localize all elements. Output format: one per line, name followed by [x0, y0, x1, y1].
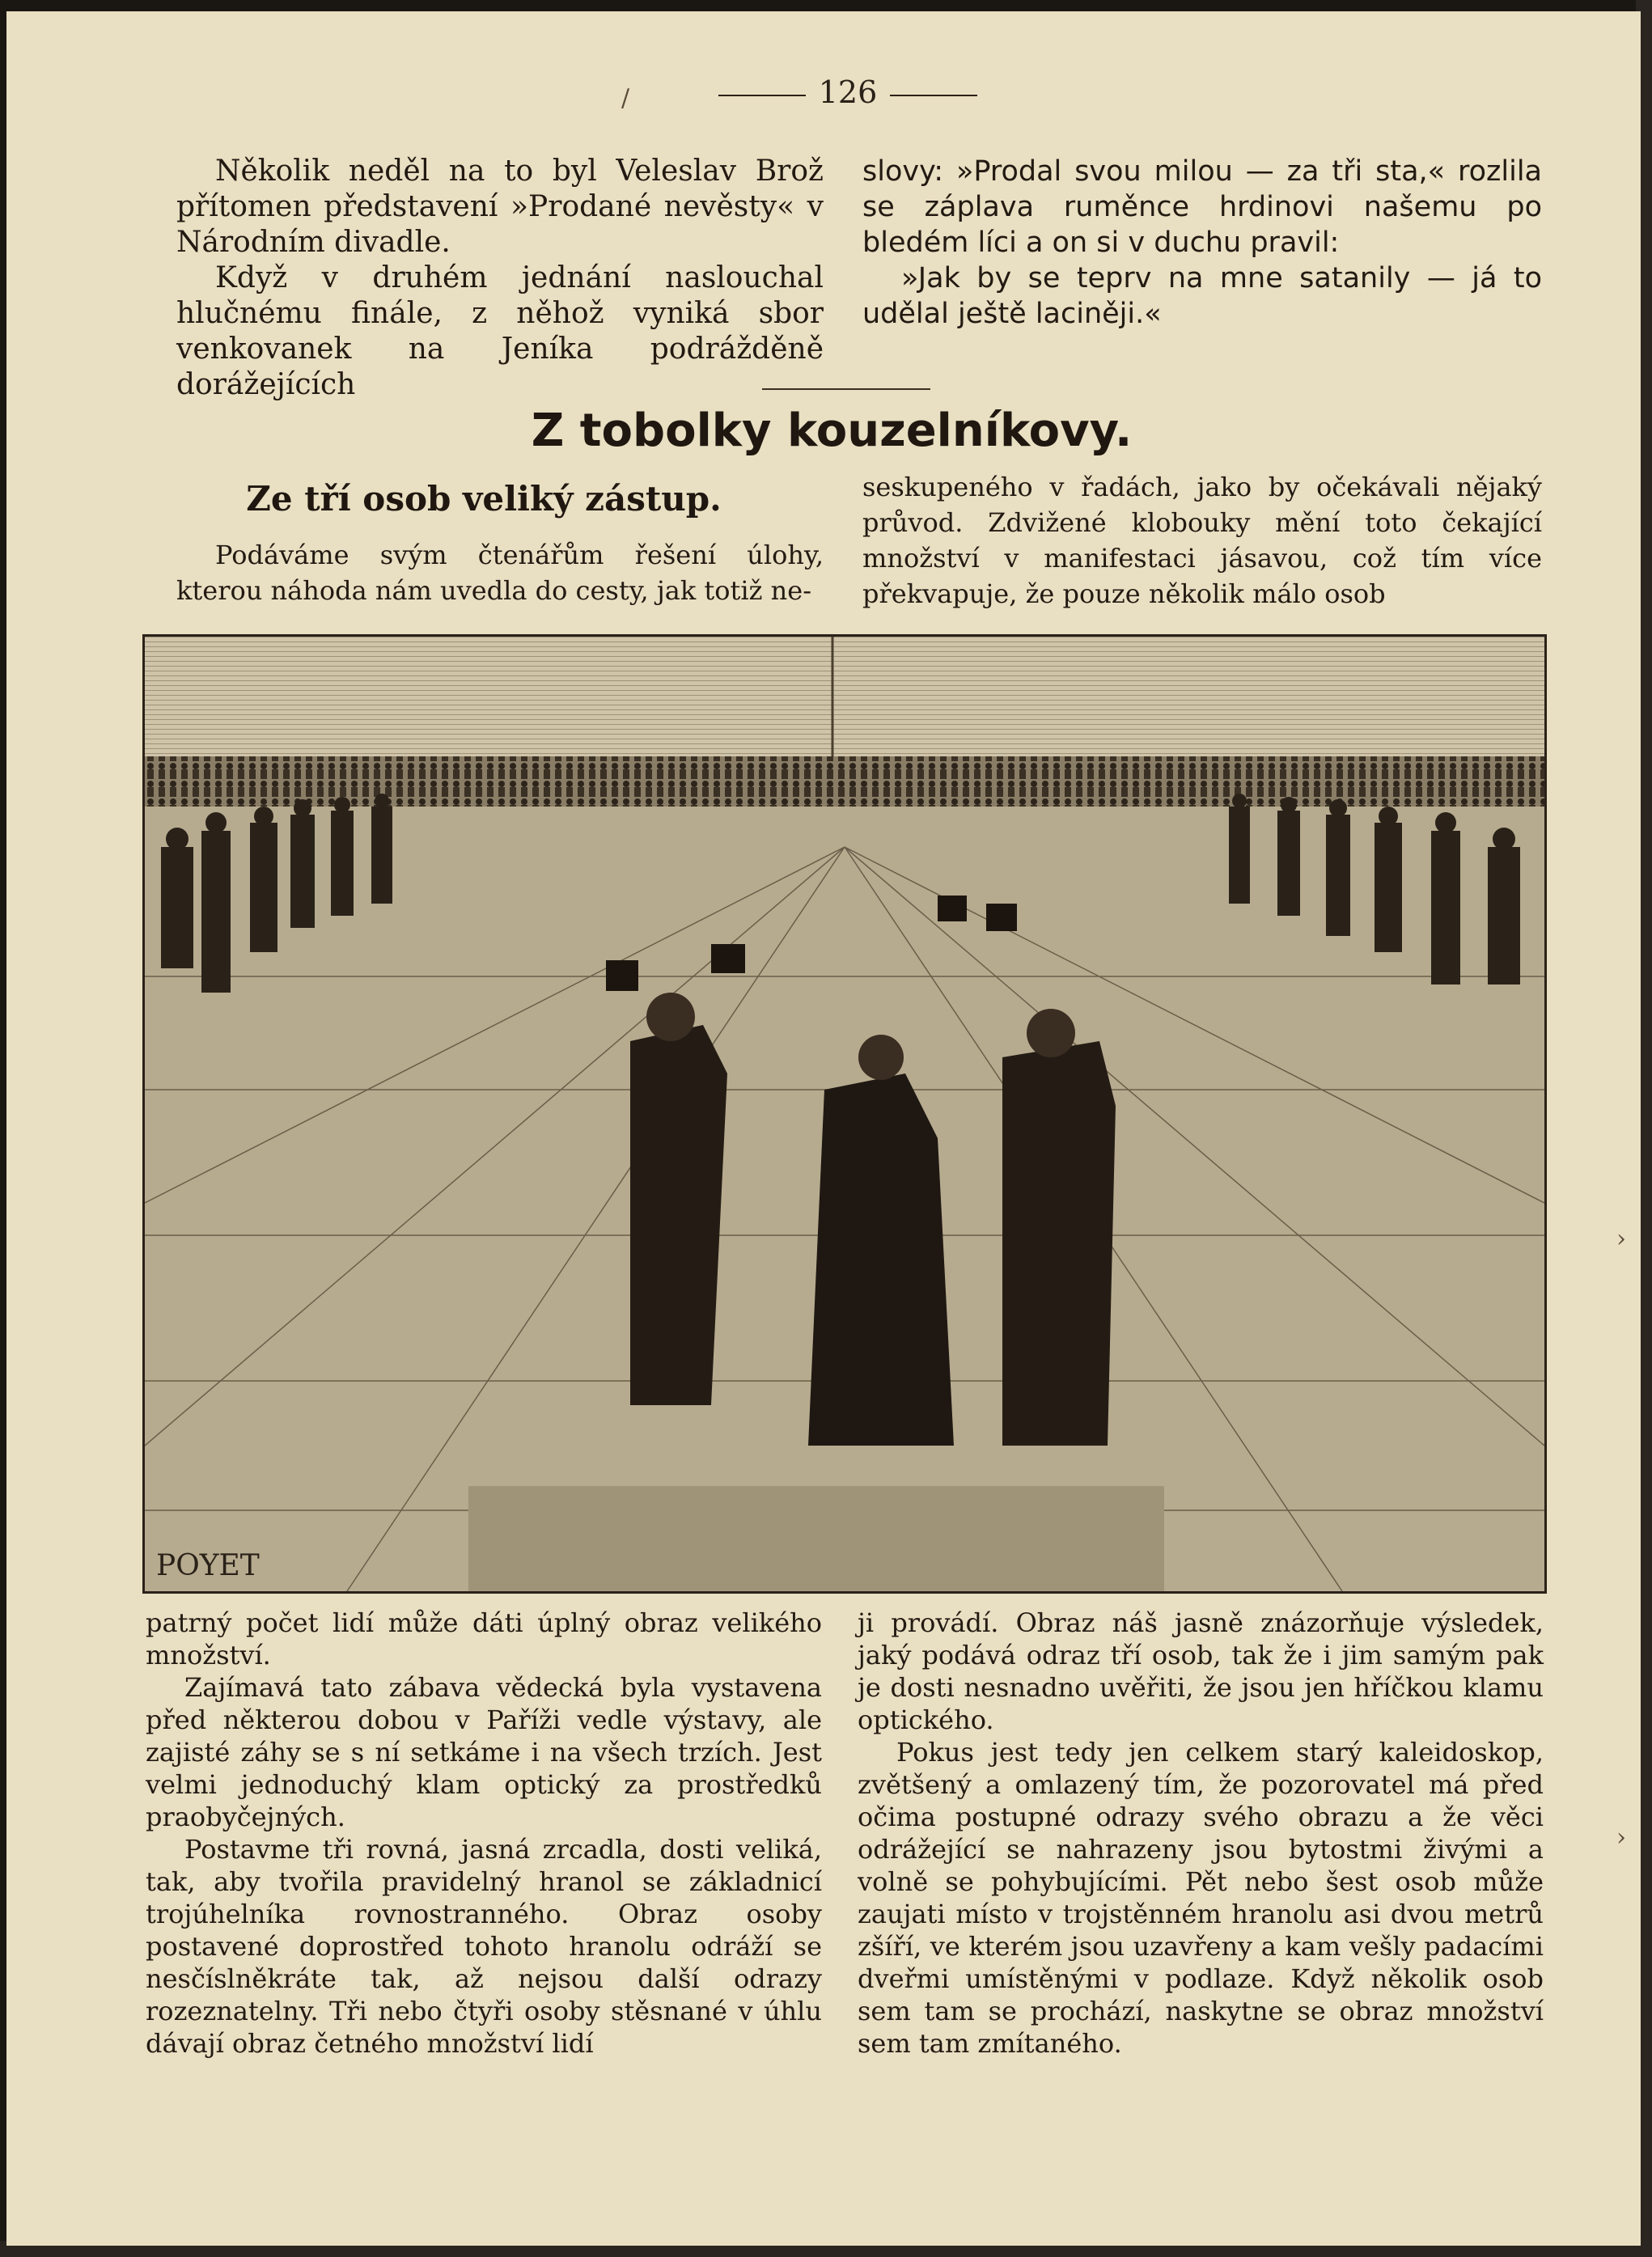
paragraph: »Jak by se teprv na mne satanily — já to udělal ještě laciněji.«: [862, 262, 1542, 330]
page-number: 126: [702, 74, 993, 110]
margin-mark: ›: [1616, 1823, 1626, 1852]
section-divider: [762, 388, 930, 390]
top-left-column: [176, 154, 824, 403]
paragraph: Zajímavá tato zábava vědecká byla vystavena před některou dobou v Paříži vedle výstavy, ale zajisté záhy se s ní setkáme i na všech trzích. Jest velmi jednoduchý klam optický za prostředků praobyčejných.: [146, 1672, 822, 1832]
crowd-engraving: [145, 637, 1544, 1591]
paragraph: Když v druhém jednání naslouchal hlučnému finále, z něhož vyniká sbor venkovanek na Jeníka podrážděně dorážejících: [176, 261, 824, 401]
magazine-page: [6, 11, 1641, 2246]
sky: [145, 637, 1544, 758]
paragraph: patrný počet lidí může dáti úplný obraz velikého množství.: [146, 1607, 822, 1671]
margin-mark: /: [621, 84, 630, 112]
top-right-column: [862, 154, 1542, 332]
paragraph: slovy: »Prodal svou milou — za tři sta,« rozlila se záplava ruměnce hrdinovi našemu po bledém líci a on si v duchu pravil:: [862, 155, 1542, 259]
article-title: Z tobolky kouzelníkovy.: [531, 404, 1133, 457]
paragraph: Několik neděl na to byl Veleslav Brož přítomen představení »Prodané nevěsty« v Národním divadle.: [176, 155, 824, 259]
paragraph: seskupeného v řadách, jako by očekávali nějaký průvod. Zdvižené klobouky mění toto čekající množství v manifestaci jásavou, což tím více překvapuje, že pouze několik málo osob: [862, 472, 1542, 609]
trap-door-area: [468, 1486, 1164, 1591]
bottom-right-column: [858, 1607, 1544, 2060]
paragraph: Podáváme svým čtenářům řešení úlohy, kterou náhoda nám uvedla do cesty, jak totiž ne-: [176, 540, 824, 606]
engraving-illustration: [142, 634, 1547, 1594]
paragraph: Postavme tři rovná, jasná zrcadla, dosti veliká, tak, aby tvořila pravidelný hranol se základnicí trojúhelníka rovnostranného. Obraz osoby postavené doprostřed tohoto hranolu odráží se nesčíslněkráte tak, až nejsou další odrazy rozeznatelny. Tři nebo čtyři osoby stěsnané v úhlu dávají obraz četného množství lidí: [146, 1834, 822, 2059]
illustrator-signature: POYET: [156, 1549, 260, 1582]
paragraph: ji provádí. Obraz náš jasně znázorňuje výsledek, jaký podává odraz tří osob, tak že i jim samým pak je dosti nesnadno uvěřiti, že jsou jen hříčkou klamu optického.: [858, 1607, 1544, 1735]
paragraph: Pokus jest tedy jen celkem starý kaleidoskop, zvětšený a omlazený tím, že pozorovatel má před očima postupné odrazy svého obrazu a že věci odrážející se nahrazeny jsou bytostmi živými a volně se pohybujícími. Pět nebo šest osob může zaujati místo v trojstěnném hranolu asi dvou metrů zšíří, ve kterém jsou uzavřeny a kam vešly padacími dveřmi umístěnými v podlaze. Když několik osob sem tam se prochází, naskytne se obraz množství sem tam zmítaného.: [858, 1737, 1544, 2059]
intro-left-column: [176, 537, 824, 608]
article-subtitle: Ze tří osob veliký zástup.: [246, 479, 722, 519]
margin-mark: ›: [1616, 1225, 1626, 1253]
bottom-left-column: [146, 1607, 822, 2060]
intro-right-column: [862, 469, 1542, 612]
